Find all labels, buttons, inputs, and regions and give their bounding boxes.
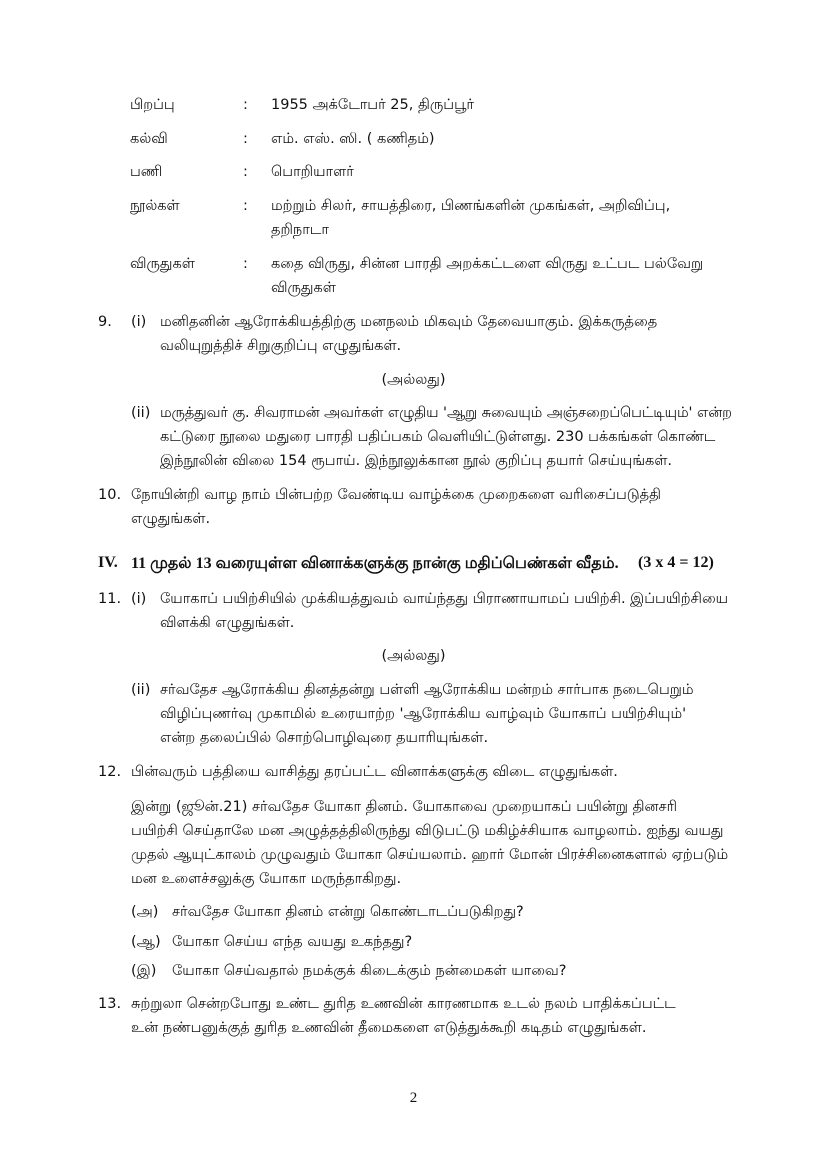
option-label: (i) xyxy=(131,314,147,330)
question-text: மனிதனின் ஆரோக்கியத்திற்கு மனநலம் மிகவும் தேவையாகும். இக்கருத்தை xyxy=(160,314,658,330)
bio-value-work: பொறியாளர் xyxy=(271,164,354,180)
or-separator: (அல்லது) xyxy=(381,372,446,388)
question-text: யோகாப் பயிற்சியில் முக்கியத்துவம் வாய்ந்தது பிராணாயாமப் பயிற்சி. இப்பயிற்சியை xyxy=(160,591,729,607)
bio-colon: : xyxy=(243,198,248,214)
bio-colon: : xyxy=(243,131,248,147)
question-text: இந்நூலின் விலை 154 ரூபாய். இந்நூலுக்கான நூல் குறிப்பு தயார் செய்யுங்கள். xyxy=(160,453,673,469)
bio-value-books-cont: தறிநாடா xyxy=(271,222,329,238)
section-title: 11 முதல் 13 வரையுள்ள வினாக்களுக்கு நான்கு மதிப்பெண்கள் வீதம். xyxy=(131,555,619,572)
section-number: IV. xyxy=(98,554,118,571)
option-label: (ii) xyxy=(131,682,151,698)
bio-value-awards: கதை விருது, சின்ன பாரதி அறக்கட்டளை விருது உட்பட பல்வேறு xyxy=(271,256,704,272)
bio-colon: : xyxy=(243,97,248,113)
passage-line: இன்று (ஜூன்.21) சர்வதேச யோகா தினம். யோகாவை முறையாகப் பயின்று தினசரி xyxy=(131,799,678,815)
sub-question-label: (ஆ) xyxy=(131,934,161,950)
question-text: நோயின்றி வாழ நாம் பின்பற்ற வேண்டிய வாழ்க்கை முறைகளை வரிசைப்படுத்தி xyxy=(131,487,662,503)
question-number: 11. xyxy=(98,591,122,607)
bio-label-birth: பிறப்பு xyxy=(130,97,175,113)
question-text: என்ற தலைப்பில் சொற்பொழிவுரை தயாரியுங்கள். xyxy=(160,730,489,746)
question-text: சுற்றுலா சென்றபோது உண்ட துரித உணவின் காரணமாக உடல் நலம் பாதிக்கப்பட்ட xyxy=(131,996,676,1012)
bio-value-birth: 1955 அக்டோபர் 25, திருப்பூர் xyxy=(271,97,474,113)
or-separator: (அல்லது) xyxy=(381,648,446,664)
question-number: 10. xyxy=(98,487,122,503)
option-label: (i) xyxy=(131,591,147,607)
bio-label-awards: விருதுகள் xyxy=(130,256,195,272)
passage-line: பயிற்சி செய்தாலே மன அழுத்தத்திலிருந்து விடுபட்டு மகிழ்ச்சியாக வாழலாம். ஐந்து வயது xyxy=(131,823,724,839)
section-marks: (3 x 4 = 12) xyxy=(638,554,714,571)
bio-value-education: எம். எஸ். ஸி. ( கணிதம்) xyxy=(271,131,435,147)
option-label: (ii) xyxy=(131,405,151,421)
question-text: பின்வரும் பத்தியை வாசித்து தரப்பட்ட வினாக்களுக்கு விடை எழுதுங்கள். xyxy=(131,764,618,780)
question-text: எழுதுங்கள். xyxy=(131,511,211,527)
question-text: மருத்துவர் கு. சிவராமன் அவர்கள் எழுதிய 'ஆறு சுவையும் அஞ்சறைப்பெட்டியும்' என்ற xyxy=(160,405,732,421)
passage-line: முதல் ஆயுட்காலம் முழுவதும் யோகா செய்யலாம். ஹார் மோன் பிரச்சினைகளால் ஏற்படும் xyxy=(131,847,729,863)
question-text: உன் நண்பனுக்குத் துரித உணவின் தீமைகளை எடுத்துக்கூறி கடிதம் எழுதுங்கள். xyxy=(131,1020,647,1036)
question-number: 9. xyxy=(98,314,112,330)
sub-question-text: யோகா செய்ய எந்த வயது உகந்தது? xyxy=(172,934,413,950)
question-text: விழிப்புணர்வு முகாமில் உரையாற்ற 'ஆரோக்கிய வாழ்வும் யோகாப் பயிற்சியும்' xyxy=(160,706,687,722)
bio-label-education: கல்வி xyxy=(130,131,168,147)
bio-colon: : xyxy=(243,256,248,272)
sub-question-text: யோகா செய்வதால் நமக்குக் கிடைக்கும் நன்மைகள் யாவை? xyxy=(172,963,567,979)
question-text: சர்வதேச ஆரோக்கிய தினத்தன்று பள்ளி ஆரோக்கிய மன்றம் சார்பாக நடைபெறும் xyxy=(160,682,694,698)
sub-question-label: (இ) xyxy=(131,963,157,979)
sub-question-label: (அ) xyxy=(131,904,159,920)
bio-label-books: நூல்கள் xyxy=(130,198,180,214)
bio-value-books: மற்றும் சிலர், சாயத்திரை, பிணங்களின் முகங்கள், அறிவிப்பு, xyxy=(271,198,671,214)
bio-value-awards-cont: விருதுகள் xyxy=(271,280,336,296)
bio-label-work: பணி xyxy=(130,164,163,180)
sub-question-text: சர்வதேச யோகா தினம் என்று கொண்டாடப்படுகிறது? xyxy=(172,904,524,920)
question-number: 13. xyxy=(98,996,122,1012)
bio-colon: : xyxy=(243,164,248,180)
question-number: 12. xyxy=(98,764,122,780)
passage-line: மன உளைச்சலுக்கு யோகா மருந்தாகிறது. xyxy=(131,871,402,887)
page-number: 2 xyxy=(409,1090,418,1106)
question-text: கட்டுரை நூலை மதுரை பாரதி பதிப்பகம் வெளியிட்டுள்ளது. 230 பக்கங்கள் கொண்ட xyxy=(160,429,716,445)
question-text: விளக்கி எழுதுங்கள். xyxy=(160,615,295,631)
question-text: வலியுறுத்திச் சிறுகுறிப்பு எழுதுங்கள். xyxy=(160,338,402,354)
